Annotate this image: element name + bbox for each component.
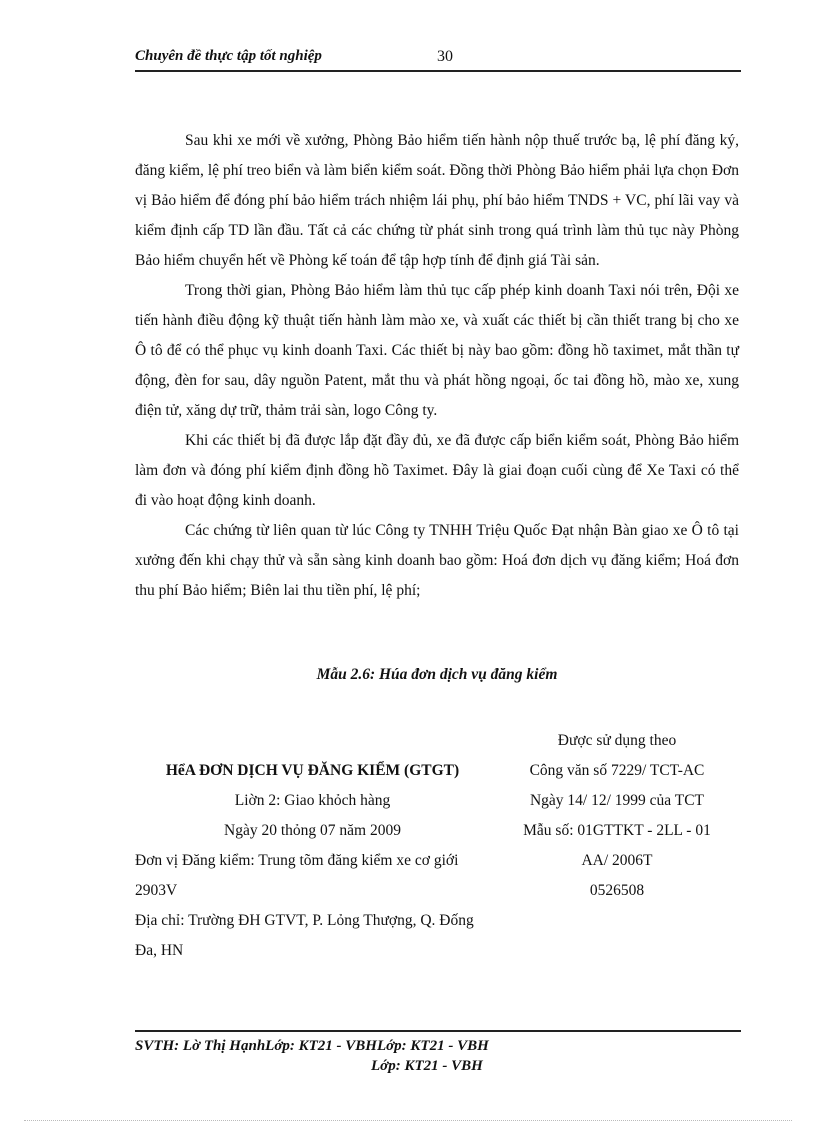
page-header xyxy=(135,46,741,72)
footer-line: Lớp: KT21 - VBH xyxy=(371,1058,483,1074)
invoice-note-line: 0526508 xyxy=(589,882,645,899)
invoice-note-line: Mẫu số: 01GTTKT - 2LL - 01 xyxy=(523,822,711,839)
figure-caption: Mẫu 2.6: Húa đơn dịch vụ đăng kiểm xyxy=(316,666,558,683)
document-title: Chuyên đề thực tập tốt nghiệp xyxy=(135,48,322,64)
invoice-form xyxy=(135,726,741,996)
invoice-note-line: AA/ 2006T xyxy=(581,852,653,869)
footer-line: SVTH: Lờ Thị HạnhLớp: KT21 - VBHLớp: KT21 - VBH xyxy=(135,1038,489,1054)
paragraph: Sau khi xe mới về xưởng, Phòng Bảo hiểm tiến hành nộp thuế trước bạ, lệ phí đăng ký, đăng kiểm, lệ phí treo biển và làm biển kiểm soát. Đồng thời Phòng Bảo hiểm phải lựa chọn Đơn vị Bảo hiểm để đóng phí bảo hiểm trách nhiệm lái phụ, phí bảo hiểm TNDS + VC, phí lãi vay và kiểm định cấp TD lần đầu. Tất cả các chứng từ phát sinh trong quá trình làm thủ tục này Phòng Bảo hiểm chuyển hết về Phòng kế toán để tập hợp tính để định giá Tài sản. xyxy=(135,132,739,269)
invoice-copy: Liờn 2: Giao khỏch hàng xyxy=(234,792,391,809)
paragraph: Trong thời gian, Phòng Bảo hiểm làm thủ tục cấp phép kinh doanh Taxi nói trên, Đội xe tiến hành điều động kỹ thuật tiến hành làm mào xe, và xuất các thiết bị cần thiết trang bị cho xe Ô tô để có thể phục vụ kinh doanh Taxi. Các thiết bị này bao gồm: đồng hồ taximet, mắt thần tự động, đèn for sau, dây nguồn Patent, mắt thu và phát hồng ngoại, ốc tai đồng hồ, mào xe, xung điện tử, xăng dự trữ, thảm trải sàn, logo Công ty. xyxy=(135,282,739,419)
paragraph: Khi các thiết bị đã được lắp đặt đầy đủ, xe đã được cấp biển kiểm soát, Phòng Bảo hiểm làm đơn và đóng phí kiểm định đồng hồ Taximet. Đây là giai đoạn cuối cùng để Xe Taxi có thể đi vào hoạt động kinh doanh. xyxy=(135,432,739,509)
invoice-right-column xyxy=(507,726,727,906)
invoice-title: HểA ĐƠN DỊCH VỤ ĐĂNG KIỂM (GTGT) xyxy=(165,762,460,779)
page-bottom-border xyxy=(24,1120,792,1121)
invoice-unit: Đơn vị Đăng kiểm: Trung tõm đăng kiểm xe cơ giới 2903V xyxy=(135,852,459,899)
invoice-left-column xyxy=(135,756,490,966)
invoice-address: Địa chỉ: Trường ĐH GTVT, P. Lỏng Thượng, Q. Đống Đa, HN xyxy=(135,912,474,959)
invoice-note-line: Ngày 14/ 12/ 1999 của TCT xyxy=(529,792,705,809)
page-footer xyxy=(135,1030,741,1076)
invoice-note-line: Được sử dụng theo xyxy=(557,732,677,749)
invoice-date: Ngày 20 thỏng 07 năm 2009 xyxy=(224,822,401,839)
page-number: 30 xyxy=(437,48,453,65)
paragraph: Các chứng từ liên quan từ lúc Công ty TNHH Triệu Quốc Đạt nhận Bàn giao xe Ô tô tại xưởng đến khi chạy thử và sẵn sàng kinh doanh bao gồm: Hoá đơn dịch vụ đăng kiểm; Hoá đơn thu phí Bảo hiểm; Biên lai thu tiền phí, lệ phí; xyxy=(135,522,739,599)
invoice-note-line: Công văn số 7229/ TCT-AC xyxy=(529,762,705,779)
body-text xyxy=(135,126,739,606)
